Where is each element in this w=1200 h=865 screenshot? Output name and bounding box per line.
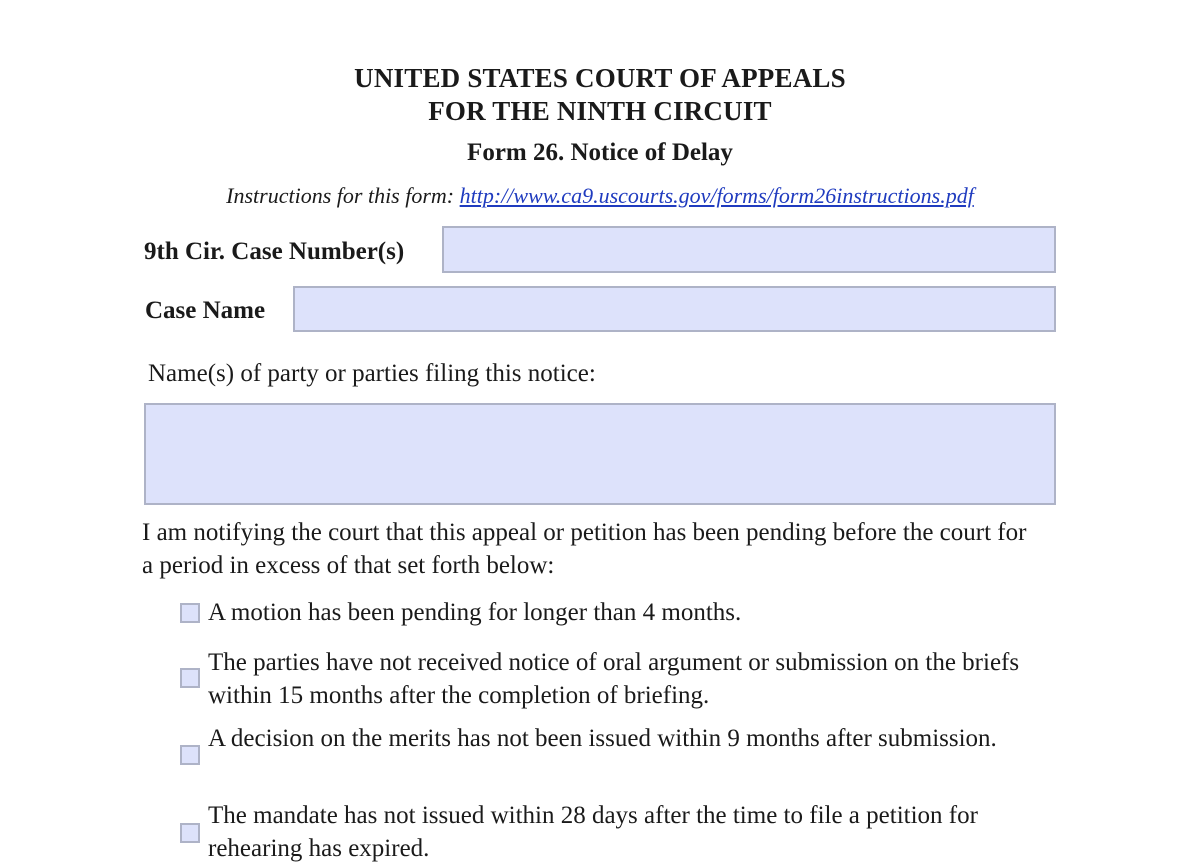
option-label: The parties have not received notice of oral argument or submission on the briefs within 15 months after the completion of briefing. bbox=[208, 649, 1020, 709]
notice-paragraph: I am notifying the court that this appeal or petition has been pending before the court for a period in excess of that set forth below: bbox=[142, 519, 1027, 579]
option-label: The mandate has not issued within 28 days after the time to file a petition for rehearing has expired. bbox=[208, 802, 978, 862]
case-number-label: 9th Cir. Case Number(s) bbox=[144, 238, 405, 265]
instructions-link[interactable]: http://www.ca9.uscourts.gov/forms/form26instructions.pdf bbox=[459, 183, 974, 208]
form-title: Form 26. Notice of Delay bbox=[467, 139, 733, 166]
instructions-prefix: Instructions for this form: bbox=[226, 183, 455, 208]
instructions-line bbox=[0, 182, 1200, 210]
case-name-label: Case Name bbox=[145, 297, 266, 324]
no-decision-checkbox[interactable] bbox=[180, 745, 200, 765]
no-oral-argument-checkbox[interactable] bbox=[180, 668, 200, 688]
court-name-line-2: FOR THE NINTH CIRCUIT bbox=[428, 96, 772, 126]
case-number-input[interactable] bbox=[442, 226, 1056, 273]
court-name-line-1: UNITED STATES COURT OF APPEALS bbox=[354, 63, 846, 93]
option-label: A motion has been pending for longer than 4 months. bbox=[208, 599, 742, 626]
mandate-not-issued-checkbox[interactable] bbox=[180, 823, 200, 843]
case-name-input[interactable] bbox=[293, 286, 1056, 332]
parties-label: Name(s) of party or parties filing this notice: bbox=[148, 360, 596, 387]
motion-pending-checkbox[interactable] bbox=[180, 603, 200, 623]
option-label: A decision on the merits has not been issued within 9 months after submission. bbox=[208, 725, 997, 752]
parties-textarea[interactable] bbox=[144, 403, 1056, 505]
